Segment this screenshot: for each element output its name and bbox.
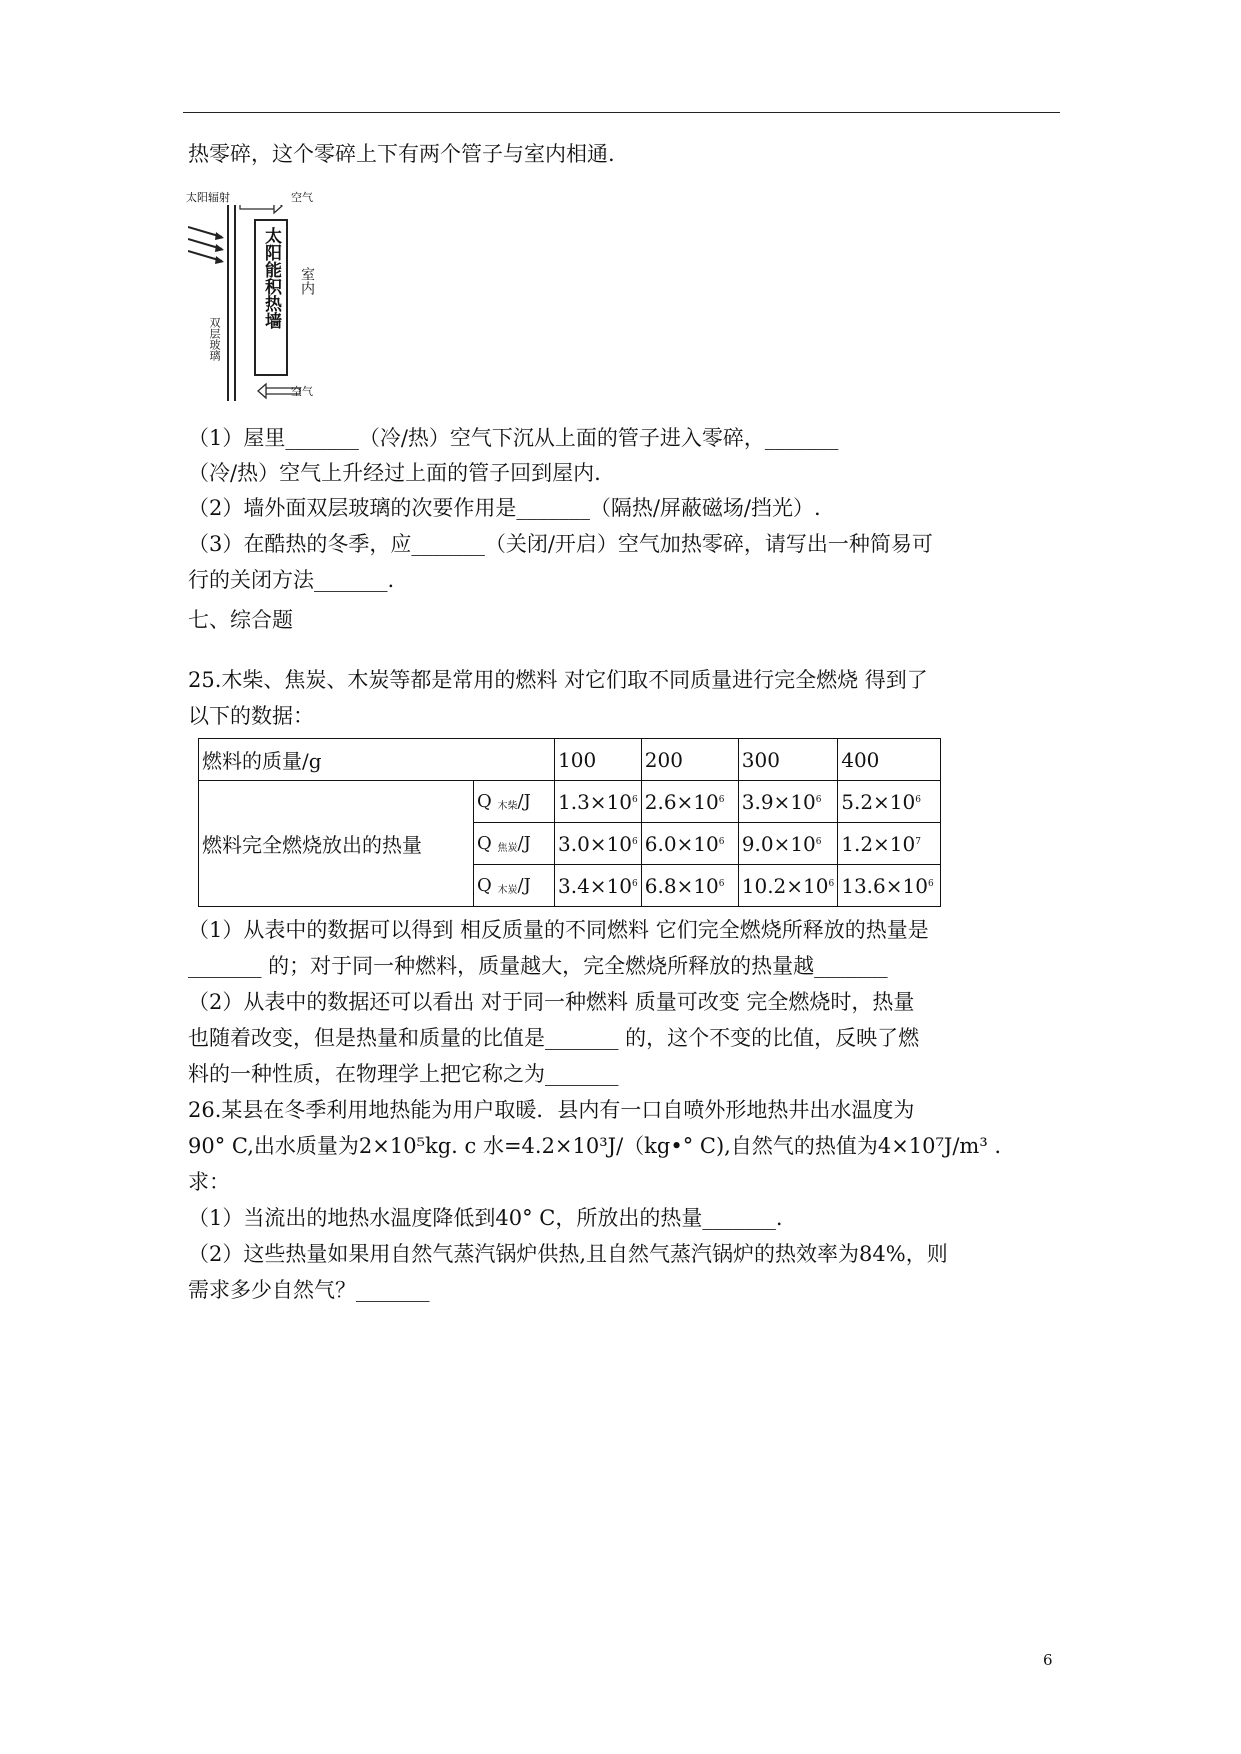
heat-value: $13.6\times 10^6$: [838, 865, 941, 907]
solar-wall-diagram: [186, 191, 373, 405]
sun-radiation-label: 太阳辐射: [186, 191, 230, 204]
mass-header: 燃料的质量/g: [199, 739, 555, 781]
q26-part2-b: 需求多少自然气？_______: [188, 1278, 430, 1302]
wall-label: 太阳能积热墙: [261, 227, 281, 329]
section-heading: 七、综合题: [188, 608, 293, 632]
fuel-heat-table: [198, 738, 1044, 907]
mass-cell: 200: [641, 739, 738, 781]
q25-part1-b: _______ 的；对于同一种燃料，质量越大，完全燃烧所释放的热量越_______: [188, 954, 888, 978]
heat-value: $1.3\times 10^6$: [555, 781, 642, 823]
mass-cell: 400: [838, 739, 941, 781]
mass-cell: 300: [738, 739, 837, 781]
empty-cell: [941, 739, 1044, 781]
heat-value: $6.8\times 10^6$: [641, 865, 738, 907]
q24-part3-b: 行的关闭方法_______.: [188, 568, 395, 592]
q24-part1-a: （1）屋里_______（冷/热）空气下沉从上面的管子进入零碎，_______: [188, 426, 839, 450]
fuel-label-cell: Q $_{焦炭}$/J: [474, 823, 555, 865]
heat-value: $3.9\times 10^6$: [738, 781, 837, 823]
room-label: 室内: [299, 267, 315, 295]
heat-value: $2.6\times 10^6$: [641, 781, 738, 823]
q26-stem-a: 26.某县在冬季利用地热能为用户取暖．县内有一口自喷外形地热井出水温度为: [188, 1098, 915, 1122]
q25-part2-c: 料的一种性质，在物理学上把它称之为_______: [188, 1062, 619, 1086]
q25-part2-b: 也随着改变，但是热量和质量的比值是_______ 的，这个不变的比值，反映了燃: [188, 1026, 920, 1050]
q25-part1-a: （1）从表中的数据可以得到 相反质量的不同燃料 它们完全燃烧所释放的热量是: [188, 918, 929, 942]
heat-value: $10.2\times 10^6$: [738, 865, 837, 907]
q24-part2: （2）墙外面双层玻璃的次要作用是_______（隔热/屏蔽磁场/挡光）.: [188, 496, 821, 520]
glass-label: 双层玻璃: [208, 317, 221, 361]
q24-part3-a: （3）在酷热的冬季，应_______（关闭/开启）空气加热零碎，请写出一种简易可: [188, 532, 933, 556]
heat-value: $1.2\times 10^7$: [838, 823, 941, 865]
heat-value: $6.0\times 10^6$: [641, 823, 738, 865]
heat-value: $9.0\times 10^6$: [738, 823, 837, 865]
q26-stem-b: 90° C,出水质量为2×10⁵kg. c 水=4.2×10³J/（kg•° C),自然气的热值为4×10⁷J/m³ .: [188, 1134, 1002, 1158]
header-rule: [183, 112, 1060, 113]
q26-part1: （1）当流出的地热水温度降低到40° C，所放出的热量_______.: [188, 1206, 783, 1230]
intro-text: 热零碎，这个零碎上下有两个管子与室内相通.: [188, 142, 615, 166]
heat-header: 燃料完全燃烧放出的热量: [199, 781, 474, 907]
table-row: [199, 739, 1044, 781]
table-row: [199, 781, 1044, 823]
q25-stem-b: 以下的数据：: [188, 704, 314, 728]
air-top-label: 空气: [291, 191, 313, 204]
q26-stem-c: 求：: [188, 1170, 230, 1194]
mass-cell: 100: [555, 739, 642, 781]
heat-value: $3.4\times 10^6$: [555, 865, 642, 907]
q25-part2-a: （2）从表中的数据还可以看出 对于同一种燃料 质量可改变 完全燃烧时，热量: [188, 990, 915, 1014]
heat-value: $3.0\times 10^6$: [555, 823, 642, 865]
page-number: 6: [1043, 1651, 1053, 1669]
heat-value: $5.2\times 10^6$: [838, 781, 941, 823]
q24-part1-b: （冷/热）空气上升经过上面的管子回到屋内.: [188, 461, 601, 485]
fuel-label-cell: Q $_{木炭}$/J: [474, 865, 555, 907]
fuel-label-cell: Q $_{木柴}$/J: [474, 781, 555, 823]
q26-part2-a: （2）这些热量如果用自然气蒸汽锅炉供热,且自然气蒸汽锅炉的热效率为84%，则: [188, 1242, 948, 1266]
q25-stem-a: 25.木柴、焦炭、木炭等都是常用的燃料 对它们取不同质量进行完全燃烧 得到了: [188, 668, 928, 692]
air-bottom-label: 空气: [291, 385, 313, 398]
